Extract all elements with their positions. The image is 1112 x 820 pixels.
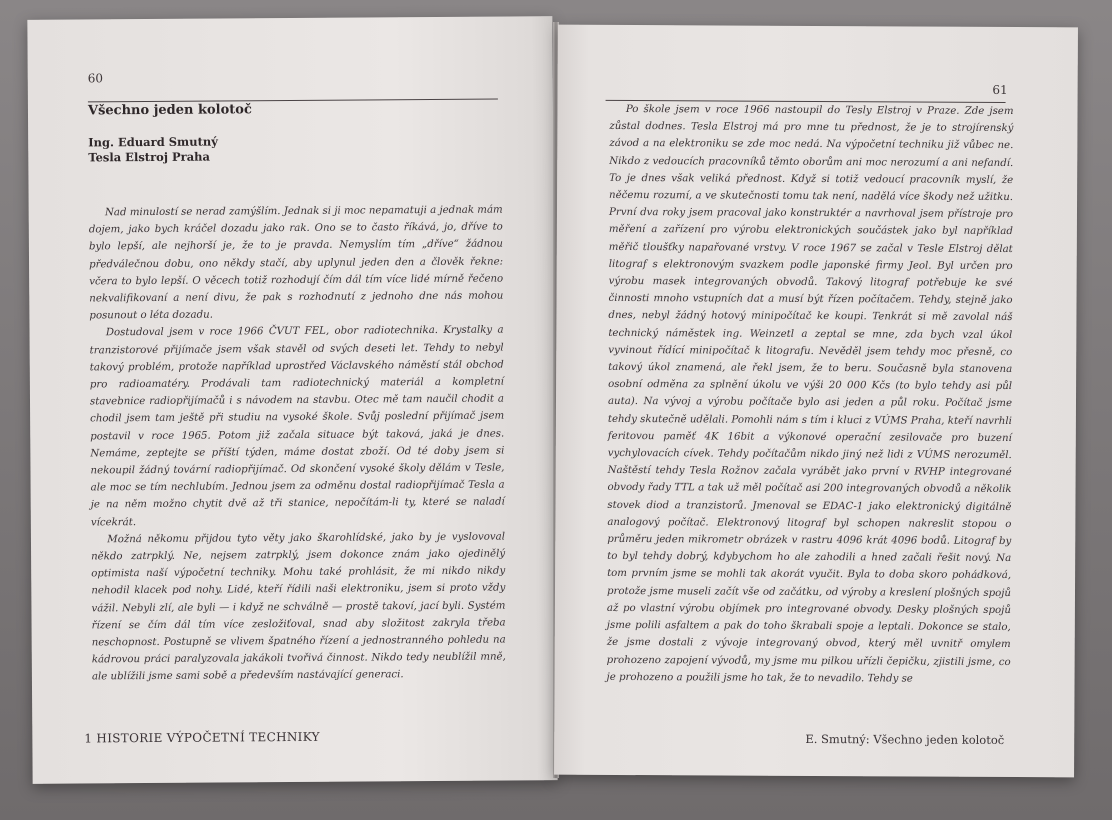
author-name: Ing. Eduard Smutný	[88, 134, 218, 150]
paragraph: Po škole jsem v roce 1966 nastoupil do Tesly Elstroj v Praze. Zde jsem zůstal dodnes. Tesla Elstroj má pro mne tu přednost, že je to strojírenský závod a na elektroniku se zde moc nedá. Na výpočetní techniku již vůbec ne. Nikdo z vedoucích pracovníků těmto oborům ani moc nerozumí a ani nefandí. To je dnes však veliká přednost. Když si totiž vedoucí pracovník myslí, že něčemu rozumí, a ve skutečnosti tomu tak není, nadělá více škody než užitku. První dva roky jsem pracoval jako konstruktér a navrhoval jsem přístroje pro měření a zařízení pro výrobu elektronických součástek jako byl například měřič tloušťky napařované vrstvy. V roce 1967 se začal v Tesle Elstroj dělat litograf s elektronovým svazkem podle japonské firmy Jeol. Byl určen pro výrobu masek integrovaných obvodů. Takový litograf potřebuje ke své činnosti mnoho vstupních dat a musí být řízen počítačem. Tehdy, stejně jako dnes, nebyl žádný hotový minipočítač ke koupi. Tenkrát si mě zavolal náš technický náměstek ing. Weinzetl a zeptal se mne, zda bych vzal úkol vyvinout řídící minipočítač k litografu. Nevěděl jsem tehdy moc přesně, co takový úkol znamená, ale řekl jsem, že to beru. Současně byla stanovena osobní odměna za splnění úkolu ve výši 20 000 Kčs (to bylo tehdy asi půl auta). Na vývoj a výrobu počítače bylo asi jeden a půl roku. Počítač jsme tehdy skutečně udělali. Pomohli nám s tím i kluci z VÚMS Praha, kteří navrhli feritovou paměť 4K 16bit a výkonové operační zesilovače pro buzení vychylovacích cívek. Tehdy počítačům nikdo jiný než lidi z VÚMS nerozuměl. Naštěstí tehdy Tesla Rožnov začala vyrábět jako první v RVHP integrované obvody řady TTL a tak už měl počítač asi 200 integrovaných obvodů a několik stovek diod a tranzistorů. Jmenoval se EDAC-1 jako elektronický digitálně analogový počítač. Elektronový litograf byl schopen nakreslit stopou o průměru jeden mikrometr obrázek v rastru 4096 krát 4096 bodů. Litograf by to byl tehdy dobrý, kdybychom ho ale zahodili a hned začali řešit nový. Na tom prvním jsme se mohli tak akorát vyučit. Byla to doba skoro pohádková, protože jsme museli začít vše od začátku, od výroby a kreslení plošných spojů až po vlastní výrobu objímek pro integrované obvody. Desky plošných spojů jsme polili asfaltem a pak do toho škrabali spoje a leptali. Dokonce se stalo, že jsme dostali z vývoje integrovaný obvod, který měl uvnitř omylem prohozeno zapojení vývodů, my jsme mu pilkou uřízli čepičku, zjistili jsme, co je prohozeno a použili jsme ho tak, že to nevadilo. Tehdy se	[606, 104, 1014, 685]
paragraph: Dostudoval jsem v roce 1966 ČVUT FEL, obor radiotechnika. Krystalky a tranzistorové přijímače jsem však stavěl od svých deseti let. Tehdy to nebyl takový problém, protože například uprostřed Václavského náměstí stál obchod pro radioamatéry. Prodávali tam radiotechnický materiál a kompletní stavebnice radiopřijímačů i s návodem na stavbu. Otec mě tam naučil chodit a chodil jsem tam ještě při studiu na vysoké škole. Svůj poslední přijímač jsem postavil v roce 1965. Potom již začala situace být taková, jaká je dnes. Nemáme, zeptejte se příští týden, máme dostat zboží. Od té doby jsem si nekoupil žádný tovární radiopřijímač. Od skončení vysoké školy dělám v Tesle, ale moc se tím nechlubím. Jednou jsem za odměnu dostal radiopřijímač Tesla a je na něm možno chytit dvě až tři stanice, nepočítám-li ty, které se naladí vícekrát.	[89, 324, 505, 529]
header-rule-left	[88, 99, 498, 103]
body-text-right	[607, 101, 1014, 688]
running-footer: E. Smutný: Všechno jeden kolotoč	[805, 731, 1005, 747]
page-number-right: 61	[992, 82, 1008, 97]
paragraph: Nad minulostí se nerad zamýšlím. Jednak si ji moc nepamatuji a jednak mám dojem, jako bych kráčel dozadu jako rak. Ono se to často říkává, jo, dříve to bylo lepší, ale nejhorší je, že to je pravda. Nemyslím tím „dříve“ žádnou předválečnou dobu, ono někdy stačí, aby uplynul jeden den a člověk řekne: včera to bylo lepší. O věcech totiž rozhodují čím dál tím více lidé mírně řečeno nekvalifikovaní a není divu, že pak s rozhodnutí z jednoho dne nás mohou posunout o léta dozadu.	[88, 204, 504, 322]
paragraph: Možná někomu přijdou tyto věty jako škarohlídské, jako by je vyslovoval někdo zatrpklý. Ne, nejsem zatrpklý, jsem dokonce znám jako ojedinělý optimista naší výpočetní techniky. Mohu také prohlásit, že mi nikdo nikdy nehodil klacek pod nohy. Lidé, kteří řídili naši elektroniku, jsem si proto vždy vážil. Nebyli zlí, ale byli — i když ne schválně — prostě takoví, jací byli. Systém řízení se čím dál tím více zesložiťoval, snad aby složitost zakryla třeba neschopnost. Postupně se vlivem špatného řízení a jednostranného pohledu na kádrovou práci paralyzovala jakákoli tvořivá činnost. Nikdo tedy neublížil mně, ale ublížili jsme sami sobě a především nastávající generaci.	[91, 531, 506, 683]
author-block	[88, 135, 218, 166]
article-title: Všechno jeden kolotoč	[87, 102, 252, 119]
right-page	[554, 25, 1078, 778]
left-page	[27, 16, 557, 784]
author-affiliation: Tesla Elstroj Praha	[88, 149, 210, 165]
chapter-footer: 1 HISTORIE VÝPOČETNÍ TECHNIKY	[84, 729, 320, 746]
page-number-left: 60	[87, 71, 104, 86]
body-text-left	[89, 202, 506, 687]
